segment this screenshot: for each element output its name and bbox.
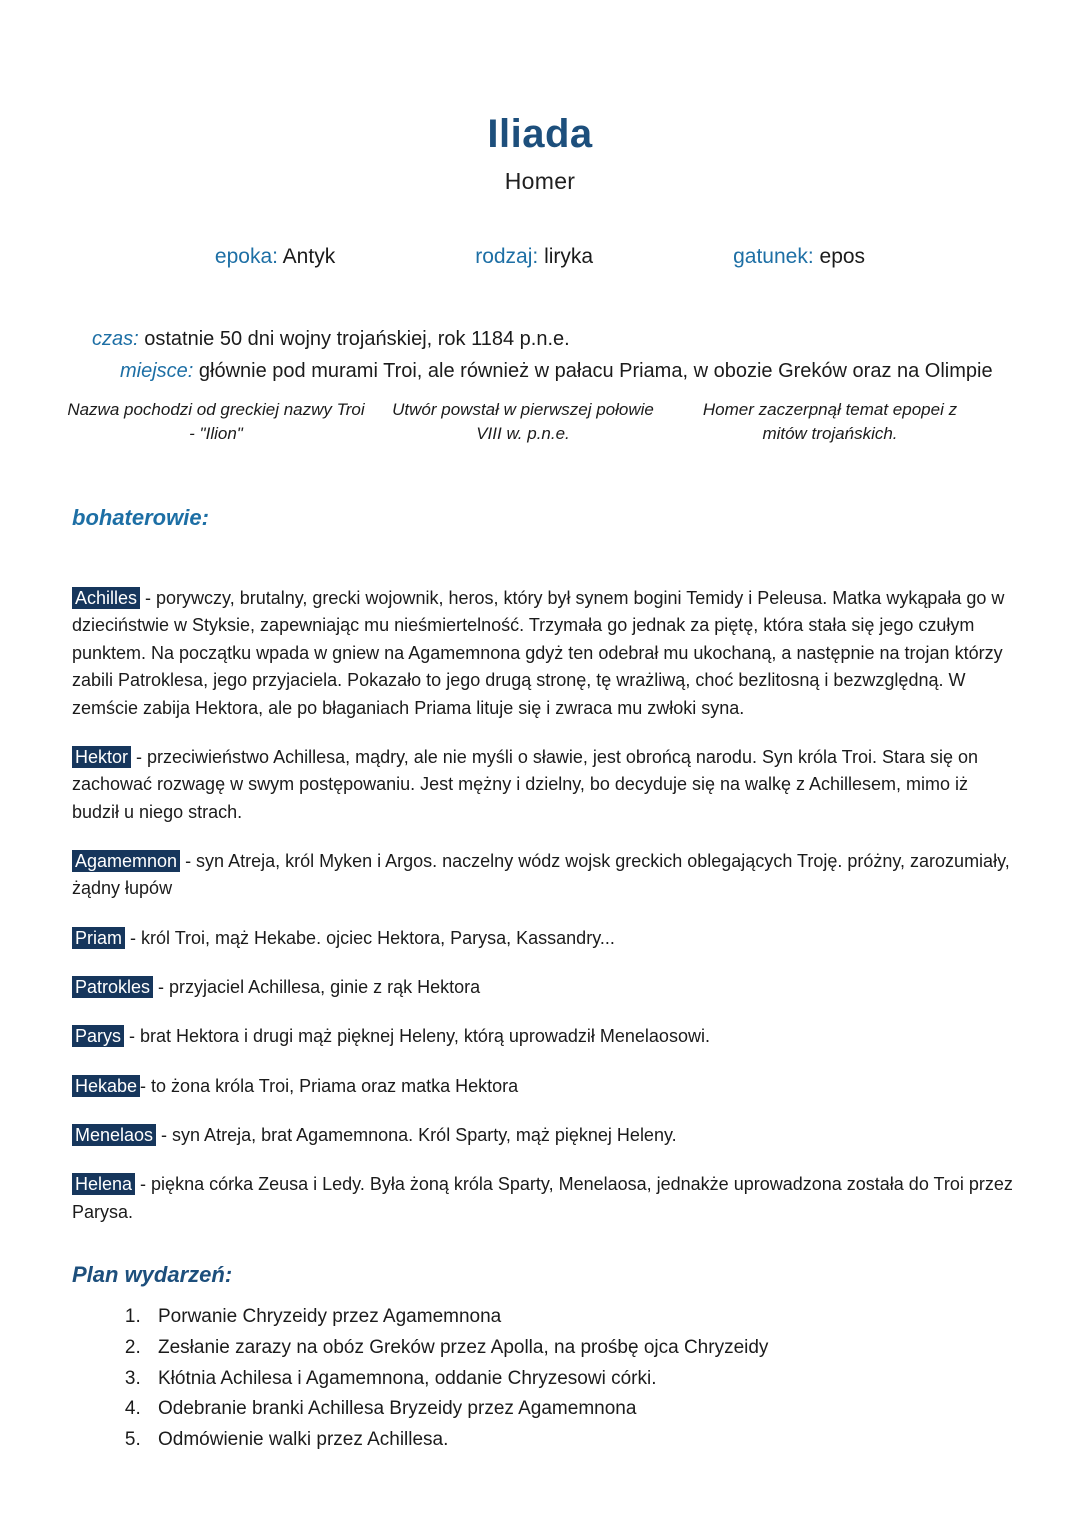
list-item: 5. Odmówienie walki przez Achillesa. (146, 1425, 1020, 1456)
character-name-highlight: Hektor (72, 746, 131, 768)
place-key: miejsce: (120, 360, 194, 383)
meta-epoka (215, 245, 335, 269)
character-name-highlight: Achilles (72, 587, 140, 609)
meta-gatunek-key: gatunek: (733, 245, 814, 268)
character-description: - piękna córka Zeusa i Ledy. Była żoną króla Sparty, Menelaosa, jednakże uprowadzona została do Troi przez Parysa. (72, 1174, 1013, 1222)
character-name-highlight: Parys (72, 1025, 124, 1047)
character-description: - brat Hektora i drugi mąż pięknej Heleny, którą uprowadził Menelaosowi. (124, 1026, 710, 1047)
character-description: - przyjaciel Achillesa, ginie z rąk Hektora (153, 977, 481, 998)
plan-heading: Plan wydarzeń: (72, 1262, 233, 1288)
meta-rodzaj (475, 245, 593, 269)
character-helena (72, 1171, 1016, 1226)
note-date-of-creation: Utwór powstał w pierwszej połowie VIII w. p.n.e. (392, 399, 654, 444)
meta-gatunek (733, 245, 865, 269)
note-source-of-theme: Homer zaczerpnął temat epopei z mitów trojańskich. (702, 399, 958, 444)
characters-list (60, 585, 1020, 1226)
character-description: - przeciwieństwo Achillesa, mądry, ale nie myśli o sławie, jest obrońcą narodu. Syn króla Troi. Stara się on zachować rozwagę w swym postępowaniu. Jest mężny i dzielny, bo decyduje się na walkę z Achillesem, mimo iż budził u niego strach. (72, 746, 979, 822)
meta-gatunek-value: epos (819, 245, 866, 268)
time-value: ostatnie 50 dni wojny trojańskiej, rok 1184 p.n.e. (144, 328, 570, 350)
place-value: głównie pod murami Troi, ale również w pałacu Priama, w obozie Greków oraz na Olimpie (198, 360, 993, 383)
character-priam (72, 925, 1016, 952)
time-line (60, 325, 1020, 353)
list-item: 2. Zesłanie zarazy na obóz Greków przez Apolla, na prośbę ojca Chryzeidy (146, 1333, 1020, 1364)
title-block (60, 0, 1020, 195)
character-name-highlight: Patrokles (72, 976, 153, 998)
character-description: - król Troi, mąż Hekabe. ojciec Hektora, Parysa, Kassandry... (125, 927, 615, 948)
character-menelaos (72, 1122, 1016, 1149)
meta-row (60, 245, 1020, 269)
meta-epoka-value: Antyk (282, 245, 336, 268)
character-name-highlight: Priam (72, 927, 125, 949)
time-place-block (60, 325, 1020, 386)
list-item: 3. Kłótnia Achilesa i Agamemnona, oddanie Chryzesowi córki. (146, 1364, 1020, 1395)
character-name-highlight: Helena (72, 1173, 135, 1195)
character-name-highlight: Agamemnon (72, 850, 180, 872)
character-patrokles (72, 974, 1016, 1001)
time-key: czas: (92, 328, 139, 350)
plan-list (60, 1302, 1020, 1456)
character-description: - to żona króla Troi, Priama oraz matka Hektora (140, 1075, 519, 1096)
list-item: 4. Odebranie branki Achillesa Bryzeidy przez Agamemnona (146, 1394, 1020, 1425)
meta-epoka-key: epoka: (214, 245, 278, 268)
character-parys (72, 1023, 1016, 1050)
character-description: - syn Atreja, brat Agamemnona. Król Sparty, mąż pięknej Heleny. (156, 1125, 677, 1146)
list-item: 1. Porwanie Chryzeidy przez Agamemnona (146, 1302, 1020, 1333)
character-name-highlight: Hekabe (72, 1075, 140, 1097)
character-agamemnon (72, 848, 1016, 903)
page-title: Iliada (487, 112, 593, 156)
notes-row (60, 398, 1020, 447)
character-hekabe (72, 1073, 1016, 1100)
meta-rodzaj-value: liryka (544, 245, 594, 268)
character-achilles (72, 585, 1016, 722)
character-hektor (72, 744, 1016, 826)
character-name-highlight: Menelaos (72, 1124, 156, 1146)
place-line (60, 357, 1020, 385)
note-origin-of-name: Nazwa pochodzi od greckiej nazwy Troi - "Ilion" (67, 399, 365, 444)
characters-heading: bohaterowie: (72, 505, 209, 531)
character-description: - syn Atreja, król Myken i Argos. naczelny wódz wojsk greckich oblegających Troję. próżny, zarozumiały, żądny łupów (72, 850, 1010, 899)
meta-rodzaj-key: rodzaj: (475, 245, 539, 268)
character-description: - porywczy, brutalny, grecki wojownik, heros, który był synem bogini Temidy i Peleusa. Matka wykąpała go w dzieciństwie w Styksie, zapewniając mu nieśmiertelność. Trzymała go jednak za piętę, która stała się jego czułym punktem. Na początku wpada w gniew na Agamemnona gdyż ten odebrał mu ukochaną, a następnie na trojan którzy zabili Patroklesa, jego przyjaciela. Pokazało to jego drugą stronę, tę wrażliwą, choć bezlitosną i bezwzględną. W zemście zabija Hektora, ale po błaganiach Priama lituje się i zwraca mu zwłoki syna. (72, 588, 1005, 718)
author-name: Homer (504, 168, 576, 194)
